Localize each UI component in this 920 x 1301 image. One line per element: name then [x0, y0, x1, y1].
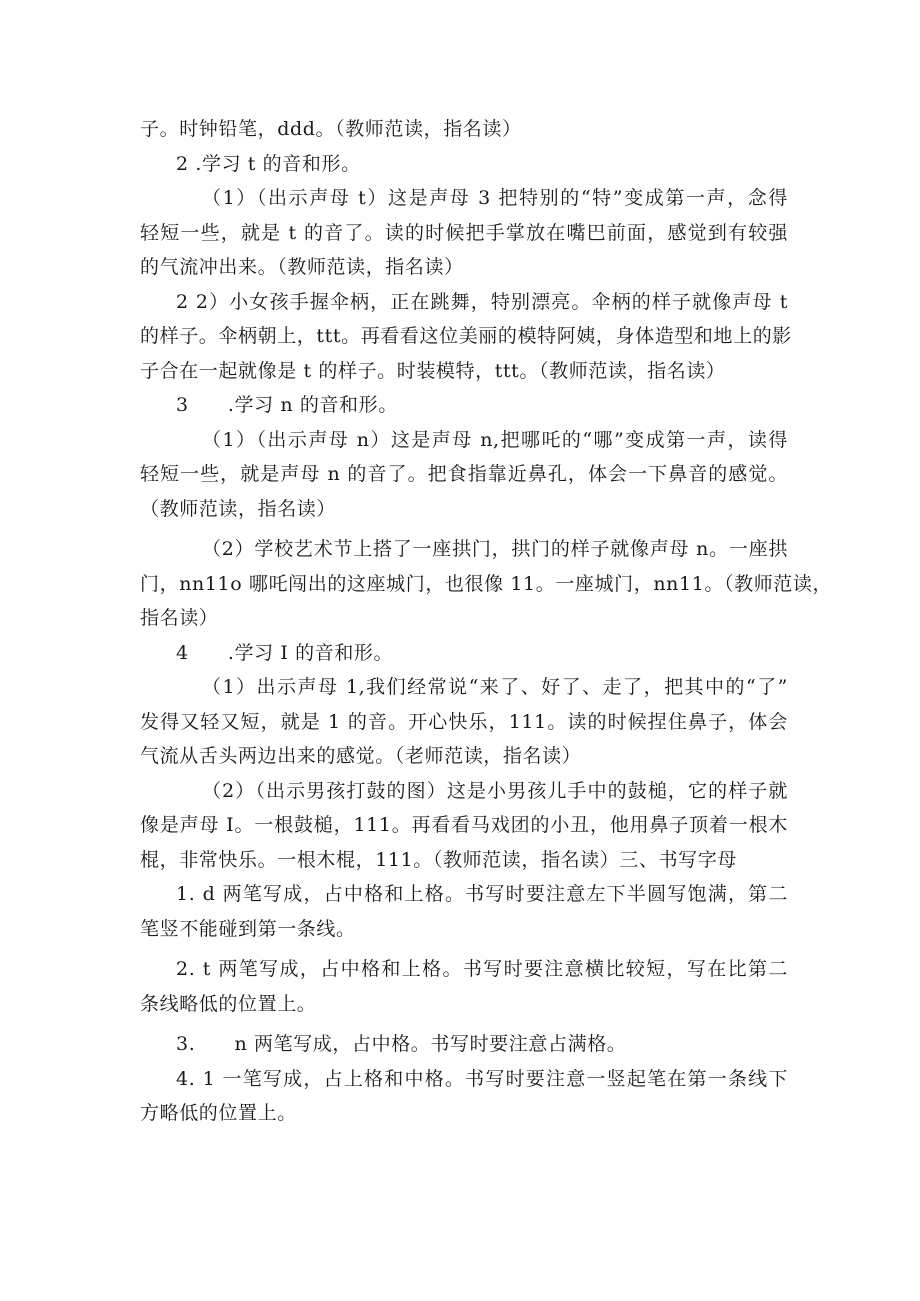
text-line: 轻短一些，就是 t 的音了。读的时候把手掌放在嘴巴前面，感觉到有较强: [140, 221, 788, 244]
text-line: 条线略低的位置上。: [140, 992, 317, 1015]
text-line: 气流从舌头两边出来的感觉。（老师范读，指名读）: [140, 745, 582, 767]
text-line: 像是声母 I。一根鼓槌，111。再看看马戏团的小丑，他用鼻子顶着一根木: [140, 814, 788, 836]
text-line: 门，nn11o 哪吒闯出的这座城门，也很像 11。一座城门，nn11。（教师范读，: [140, 572, 833, 595]
list-item: 1. d 两笔写成，占中格和上格。书写时要注意左下半圆写饱满，第二: [176, 883, 788, 905]
text-line: 2 2）小女孩手握伞柄，正在跳舞，特别漂亮。伞柄的样子就像声母 t: [176, 290, 788, 313]
text-line: 指名读）: [140, 607, 219, 629]
text-line: 的样子。伞柄朝上，ttt。再看看这位美丽的模特阿姨，身体造型和地上的影: [140, 325, 792, 347]
text-line: （1）出示声母 1,我们经常说“来了、好了、走了，把其中的“了”: [202, 676, 788, 698]
section-heading: 3 .学习 n 的音和形。: [176, 394, 398, 416]
section-heading: 2 .学习 t 的音和形。: [176, 152, 361, 175]
text-line: （2）学校艺术节上搭了一座拱门，拱门的样子就像声母 n。一座拱: [202, 538, 788, 560]
document-page: [140, 112, 833, 1131]
text-line: 轻短一些，就是声母 n 的音了。把食指靠近鼻孔，体会一下鼻音的感觉。: [140, 463, 788, 485]
text-line: （1）（出示声母 n）这是声母 n,把哪吒的“哪”变成第一声，读得: [202, 428, 788, 451]
text-line: 棍，非常快乐。一根木棍，111。（教师范读，指名读）三、书写字母: [140, 848, 737, 871]
list-item: 2. t 两笔写成，占中格和上格。书写时要注意横比较短，写在比第二: [176, 958, 788, 980]
text-line: （1）（出示声母 t）这是声母 3 把特别的“特”变成第一声，念得: [202, 187, 788, 209]
text-line: 子合在一起就像是 t 的样子。时装模特，ttt。（教师范读，指名读）: [140, 359, 726, 382]
section-heading: 4 .学习 I 的音和形。: [176, 641, 394, 664]
text-line: 的气流冲出来。（教师范读，指名读）: [140, 256, 464, 278]
text-line: 发得又轻又短，就是 1 的音。开心快乐，111。读的时候捏住鼻子，体会: [140, 710, 788, 733]
text-line: （教师范读，指名读）: [140, 497, 337, 520]
list-item: 4. 1 一笔写成，占上格和中格。书写时要注意一竖起笔在第一条线下: [176, 1067, 788, 1090]
text-line: 子。时钟铅笔，ddd。（教师范读，指名读）: [140, 118, 522, 140]
text-line: 笔竖不能碰到第一条线。: [140, 917, 356, 940]
text-line: （2）（出示男孩打鼓的图）这是小男孩儿手中的鼓槌，它的样子就: [202, 779, 788, 802]
list-item: 3. n 两笔写成，占中格。书写时要注意占满格。: [176, 1033, 627, 1055]
text-line: 方略低的位置上。: [140, 1102, 297, 1124]
